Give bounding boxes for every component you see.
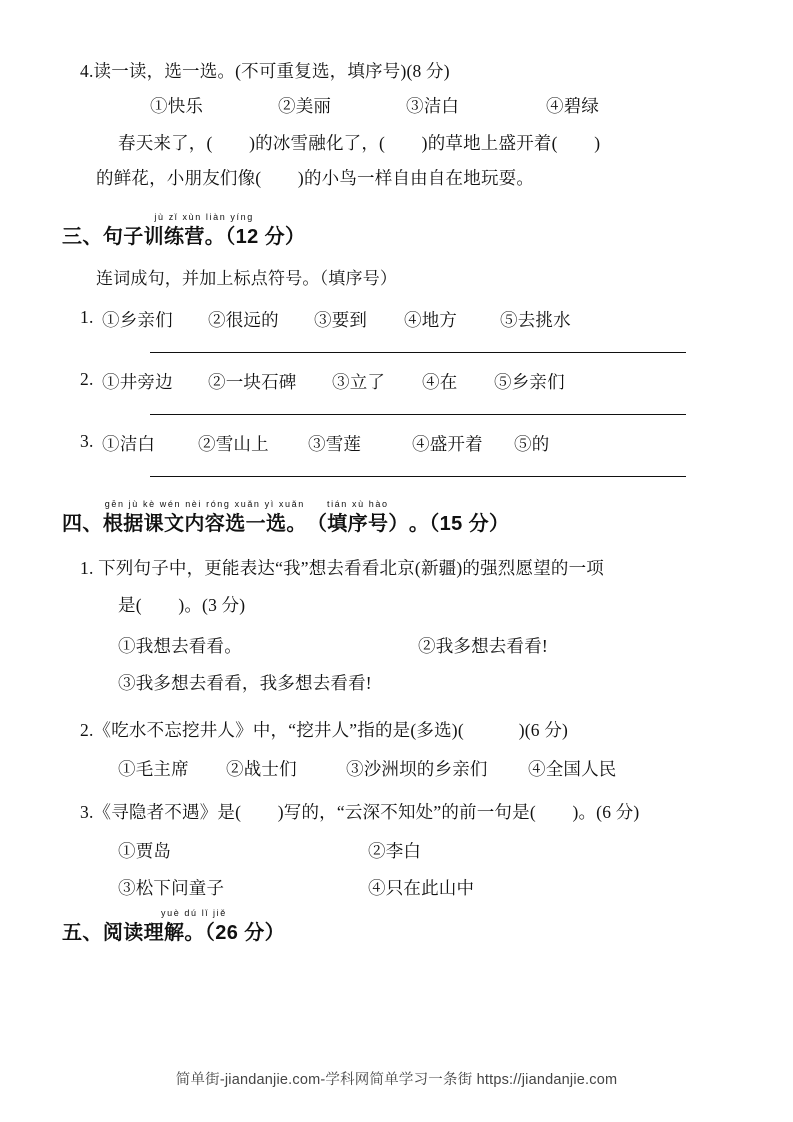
option-item[interactable]: ④地方 [404, 309, 458, 330]
option-item[interactable]: ②战士们 [226, 759, 297, 780]
question-4-options [62, 93, 734, 118]
option-item[interactable]: ④只在此山中 [368, 878, 475, 899]
option-item[interactable]: ③雪莲 [308, 433, 362, 454]
option-item[interactable]: ①乡亲们 [102, 309, 173, 330]
option-item[interactable]: ③沙洲坝的乡亲们 [346, 759, 488, 780]
q3-options-row-1 [62, 838, 734, 863]
answer-line[interactable] [150, 414, 686, 415]
answer-line[interactable] [150, 352, 686, 353]
option-item[interactable]: ②我多想去看看! [418, 635, 548, 656]
option-item[interactable]: ②一块石碑 [208, 371, 297, 392]
option-item[interactable]: ⑤去挑水 [500, 309, 571, 330]
section-3-title: 句子训练营。（12 分） [102, 226, 306, 249]
option-item[interactable]: ②李白 [368, 841, 422, 862]
q2-options [62, 756, 734, 781]
q1-line-2: 是( )。(3 分) [118, 594, 246, 615]
section-5-pinyin-wrap [102, 908, 286, 946]
item-number: 3. [80, 430, 94, 451]
option-item[interactable]: ①快乐 [150, 96, 204, 117]
q1-options-row-1 [62, 633, 734, 658]
q2-stem: 2.《吃水不忘挖井人》中，“挖井人”指的是(多选)( )(6 分) [80, 720, 569, 741]
section-3-pinyin: jù zǐ xùn liàn yíng [154, 212, 254, 223]
sentence-item-3 [62, 431, 734, 456]
sentence-item-2 [62, 369, 734, 394]
question-4-stem: 4.读一读，选一选。(不可重复选，填序号)(8 分) [80, 61, 450, 81]
section-3-instruction: 连词成句，并加上标点符号。（填序号） [96, 269, 398, 289]
section-4-pinyin-left: gēn jù kè wén nèi róng xuǎn yì xuǎn [104, 498, 305, 509]
question-4-body-line-1: 春天来了，( )的冰雪融化了，( )的草地上盛开着( ) [118, 133, 601, 154]
option-item[interactable]: ④碧绿 [546, 96, 600, 117]
option-item[interactable]: ②很远的 [208, 309, 279, 330]
option-item[interactable]: ②美丽 [278, 96, 332, 117]
section-3-pinyin-wrap [102, 212, 306, 250]
section-3-heading: 三、 jù zǐ xùn liàn yíng 句子训练营。（12 分） [62, 212, 306, 249]
q3-stem: 3.《寻隐者不遇》是( )写的，“云深不知处”的前一句是( )。(6 分) [80, 802, 640, 823]
section-4-title-score: 。（15 分） [408, 512, 510, 535]
option-item[interactable]: ②雪山上 [198, 433, 269, 454]
section-5-heading: 五、 yuè dú lǐ jiě 阅读理解。（26 分） [62, 908, 286, 945]
sentence-item-1 [62, 307, 734, 332]
section-4-title-sub: （填序号） [306, 512, 409, 535]
q3-options-row-2 [62, 875, 734, 900]
option-item[interactable]: ①我想去看看。 [118, 635, 242, 656]
q1-option-c[interactable]: ③我多想去看看，我多想去看看! [118, 672, 372, 693]
option-item[interactable]: ③立了 [332, 371, 386, 392]
item-number: 1. [80, 306, 94, 327]
footer-watermark: 简单街-jiandanjie.com-学科网简单学习一条街 https://jiandanjie.com [175, 1072, 618, 1088]
option-item[interactable]: ①贾岛 [118, 841, 172, 862]
q1-line-1: 1. 下列句子中，更能表达“我”想去看看北京(新疆)的强烈愿望的一项 [80, 557, 604, 578]
section-5-title: 阅读理解。（26 分） [102, 922, 286, 945]
option-item[interactable]: ⑤的 [514, 433, 550, 454]
section-4-title-main: 根据课文内容选一选。 [102, 512, 307, 535]
option-item[interactable]: ④全国人民 [528, 759, 617, 780]
item-number: 2. [80, 368, 94, 389]
section-5-pinyin: yuè dú lǐ jiě [161, 908, 227, 919]
option-item[interactable]: ①毛主席 [118, 759, 189, 780]
option-item[interactable]: ①洁白 [102, 433, 156, 454]
question-4-body-line-2: 的鲜花，小朋友们像( )的小鸟一样自由自在地玩耍。 [96, 168, 535, 189]
option-item[interactable]: ④在 [422, 371, 458, 392]
section-4-pinyin-right: tián xù hào [326, 498, 389, 509]
section-4-pinyin-wrap-2 [306, 498, 409, 537]
option-item[interactable]: ③要到 [314, 309, 368, 330]
page-content [62, 58, 734, 946]
section-4-heading: 四、 gēn jù kè wén nèi róng xuǎn yì xuǎn 根据课文内容选一选。 tián xù hào （填序号）。（15 分） [62, 498, 510, 535]
option-item[interactable]: ④盛开着 [412, 433, 483, 454]
option-item[interactable]: ③松下问童子 [118, 878, 225, 899]
option-item[interactable]: ①井旁边 [102, 371, 173, 392]
option-item[interactable]: ⑤乡亲们 [494, 371, 565, 392]
section-4-pinyin-wrap-1 [102, 498, 307, 537]
option-item[interactable]: ③洁白 [406, 96, 460, 117]
